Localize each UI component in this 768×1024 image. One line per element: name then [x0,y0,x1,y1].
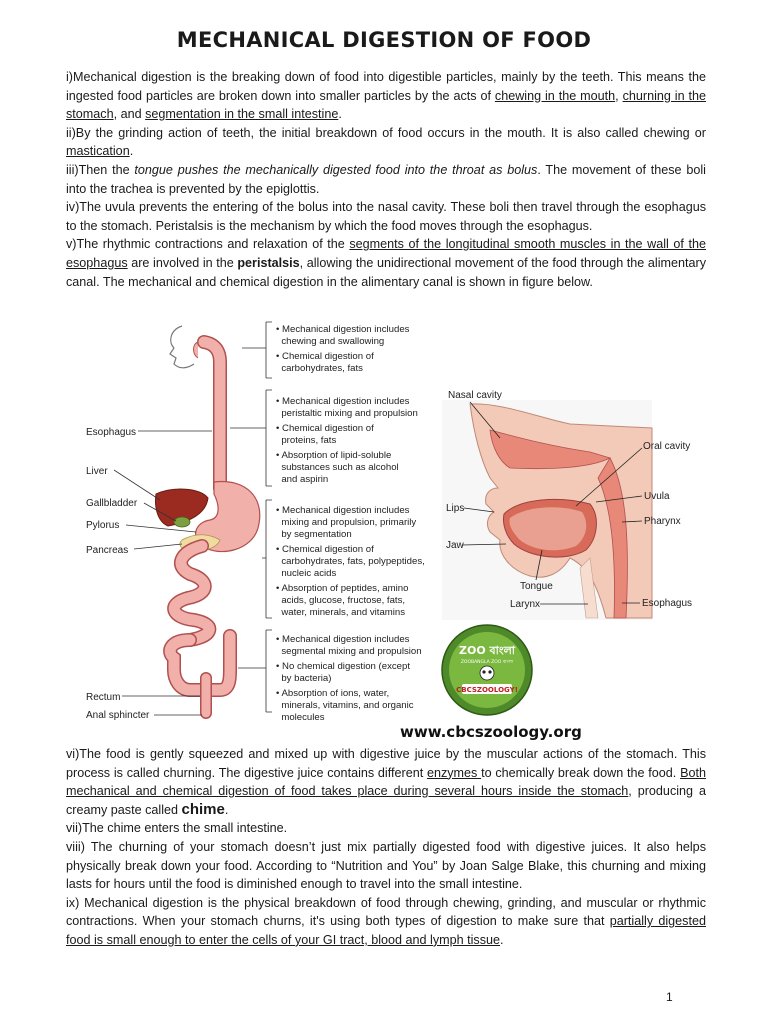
note-intestine-2: mixing and propulsion, primarily [276,517,417,528]
note-mouth-1: • Mechanical digestion includes [276,324,410,335]
label-liver: Liver [86,466,108,477]
paragraph-3: iii)Then the tongue pushes the mechanically digested food into the throat as bolus. The movement of these boli into the trachea is prevented by the epiglottis. [66,162,706,196]
note-large-7: molecules [276,712,325,723]
note-mouth-4: carbohydrates, fats [276,363,363,374]
website-url: www.cbcszoology.org [400,723,582,741]
note-intestine-5: carbohydrates, fats, polypeptides, [276,556,425,567]
logo-top-text: ZOO বাংলা [459,644,515,657]
logo-bottom-text: CBCSZOOLOGY! [456,686,518,694]
paragraph-1: i)Mechanical digestion is the breaking down of food into digestible particles, mainly by the teeth. This means the ingested food particles are broken down into smaller particles by the acts of chewing in the mouth, churning in the stomach, and segmentation in the small intestine. [66,70,707,122]
note-stomach-1: • Mechanical digestion includes [276,396,410,407]
note-stomach-4: proteins, fats [276,435,337,446]
page-number: 1 [666,990,673,1004]
cbcszoology-logo [442,625,532,715]
note-stomach-2: peristaltic mixing and propulsion [276,408,418,419]
label-nasal-cavity: Nasal cavity [448,390,502,401]
label-lips: Lips [446,503,465,514]
note-large-5: • Absorption of ions, water, [276,688,390,699]
label-esophagus: Esophagus [86,427,137,438]
note-large-4: by bacteria) [276,673,332,684]
note-stomach-6: substances such as alcohol [276,462,399,473]
note-large-6: minerals, vitamins, and organic [276,700,414,711]
note-intestine-4: • Chemical digestion of [276,544,374,555]
note-large-2: segmental mixing and propulsion [276,646,422,657]
label-rectum: Rectum [86,692,121,703]
paragraph-7: vii)The chime enters the small intestine. [66,821,288,836]
digestion-notes [276,324,425,723]
note-intestine-7: • Absorption of peptides, amino [276,583,409,594]
note-intestine-9: water, minerals, and vitamins [276,607,406,618]
note-stomach-7: and aspirin [276,474,329,485]
paragraph-2: ii)By the grinding action of teeth, the initial breakdown of food occurs in the mouth. It is also called chewing or mastication. [66,125,706,159]
paragraph-5: v)The rhythmic contractions and relaxation of the segments of the longitudinal smooth muscles in the wall of the esophagus are involved in the peristalsis, allowing the unidirectional movement of the food through the alimentary canal. The mechanical and chemical digestion in the alimentary canal is shown in figure below. [66,237,707,289]
label-gallbladder: Gallbladder [86,498,138,509]
digestive-tract [156,326,260,713]
label-oral-cavity: Oral cavity [643,441,691,452]
note-intestine-8: acids, glucose, fructose, fats, [276,595,406,606]
paragraph-9: ix) Mechanical digestion is the physical breakdown of food through chewing, grinding, and muscular or rhythmic contractions. When your stomach churns, it's using both types of digestion to make sure that partially digested food is small enough to enter the cells of your GI tract, blood and lymph tissue. [66,895,706,947]
note-mouth-2: chewing and swallowing [276,336,385,347]
page-title: MECHANICAL DIGESTION OF FOOD [176,28,592,52]
label-tongue: Tongue [520,581,553,592]
label-pharynx: Pharynx [644,516,681,527]
label-anal-sphincter: Anal sphincter [86,710,150,721]
outro-text [66,745,706,950]
note-stomach-5: • Absorption of lipid-soluble [276,450,392,461]
panda-icon [480,666,494,680]
digestion-figure [70,318,720,723]
note-mouth-3: • Chemical digestion of [276,351,374,362]
note-intestine-3: by segmentation [276,529,352,540]
label-pancreas: Pancreas [86,545,129,556]
note-intestine-6: nucleic acids [276,568,337,579]
note-intestine-1: • Mechanical digestion includes [276,505,410,516]
intro-text [66,68,706,291]
note-large-1: • Mechanical digestion includes [276,634,410,645]
paragraph-6: vi)The food is gently squeezed and mixed up with digestive juice by the muscular actions of the stomach. This process is called churning. The digestive juice contains different enzymes to chemically break down the food. Both mechanical and chemical digestion of food takes place during several hours inside the stomach, producing a creamy paste called chime. [66,747,706,818]
label-larynx: Larynx [510,599,541,610]
label-esophagus-head: Esophagus [642,598,693,609]
label-jaw: Jaw [446,540,464,551]
note-stomach-3: • Chemical digestion of [276,423,374,434]
paragraph-4: iv)The uvula prevents the entering of the bolus into the nasal cavity. These boli then travel through the esophagus to the stomach. Peristalsis is the mechanism by which the food moves through the esophagus. [66,200,706,233]
digestion-diagram [70,318,720,723]
paragraph-8: viii) The churning of your stomach doesn’t just mix partially digested food with digestive juices. It also helps physically break down your food. According to “Nutrition and You” by Joan Salge Blake, this churning and mixing lasts for hours until the food is diminished enough to travel into the small intestine. [66,839,706,892]
logo-sub-text: ZOOBANGLA ZOO বাংলা [460,660,514,665]
note-large-3: • No chemical digestion (except [276,661,411,672]
label-uvula: Uvula [644,491,670,502]
label-pylorus: Pylorus [86,520,120,531]
